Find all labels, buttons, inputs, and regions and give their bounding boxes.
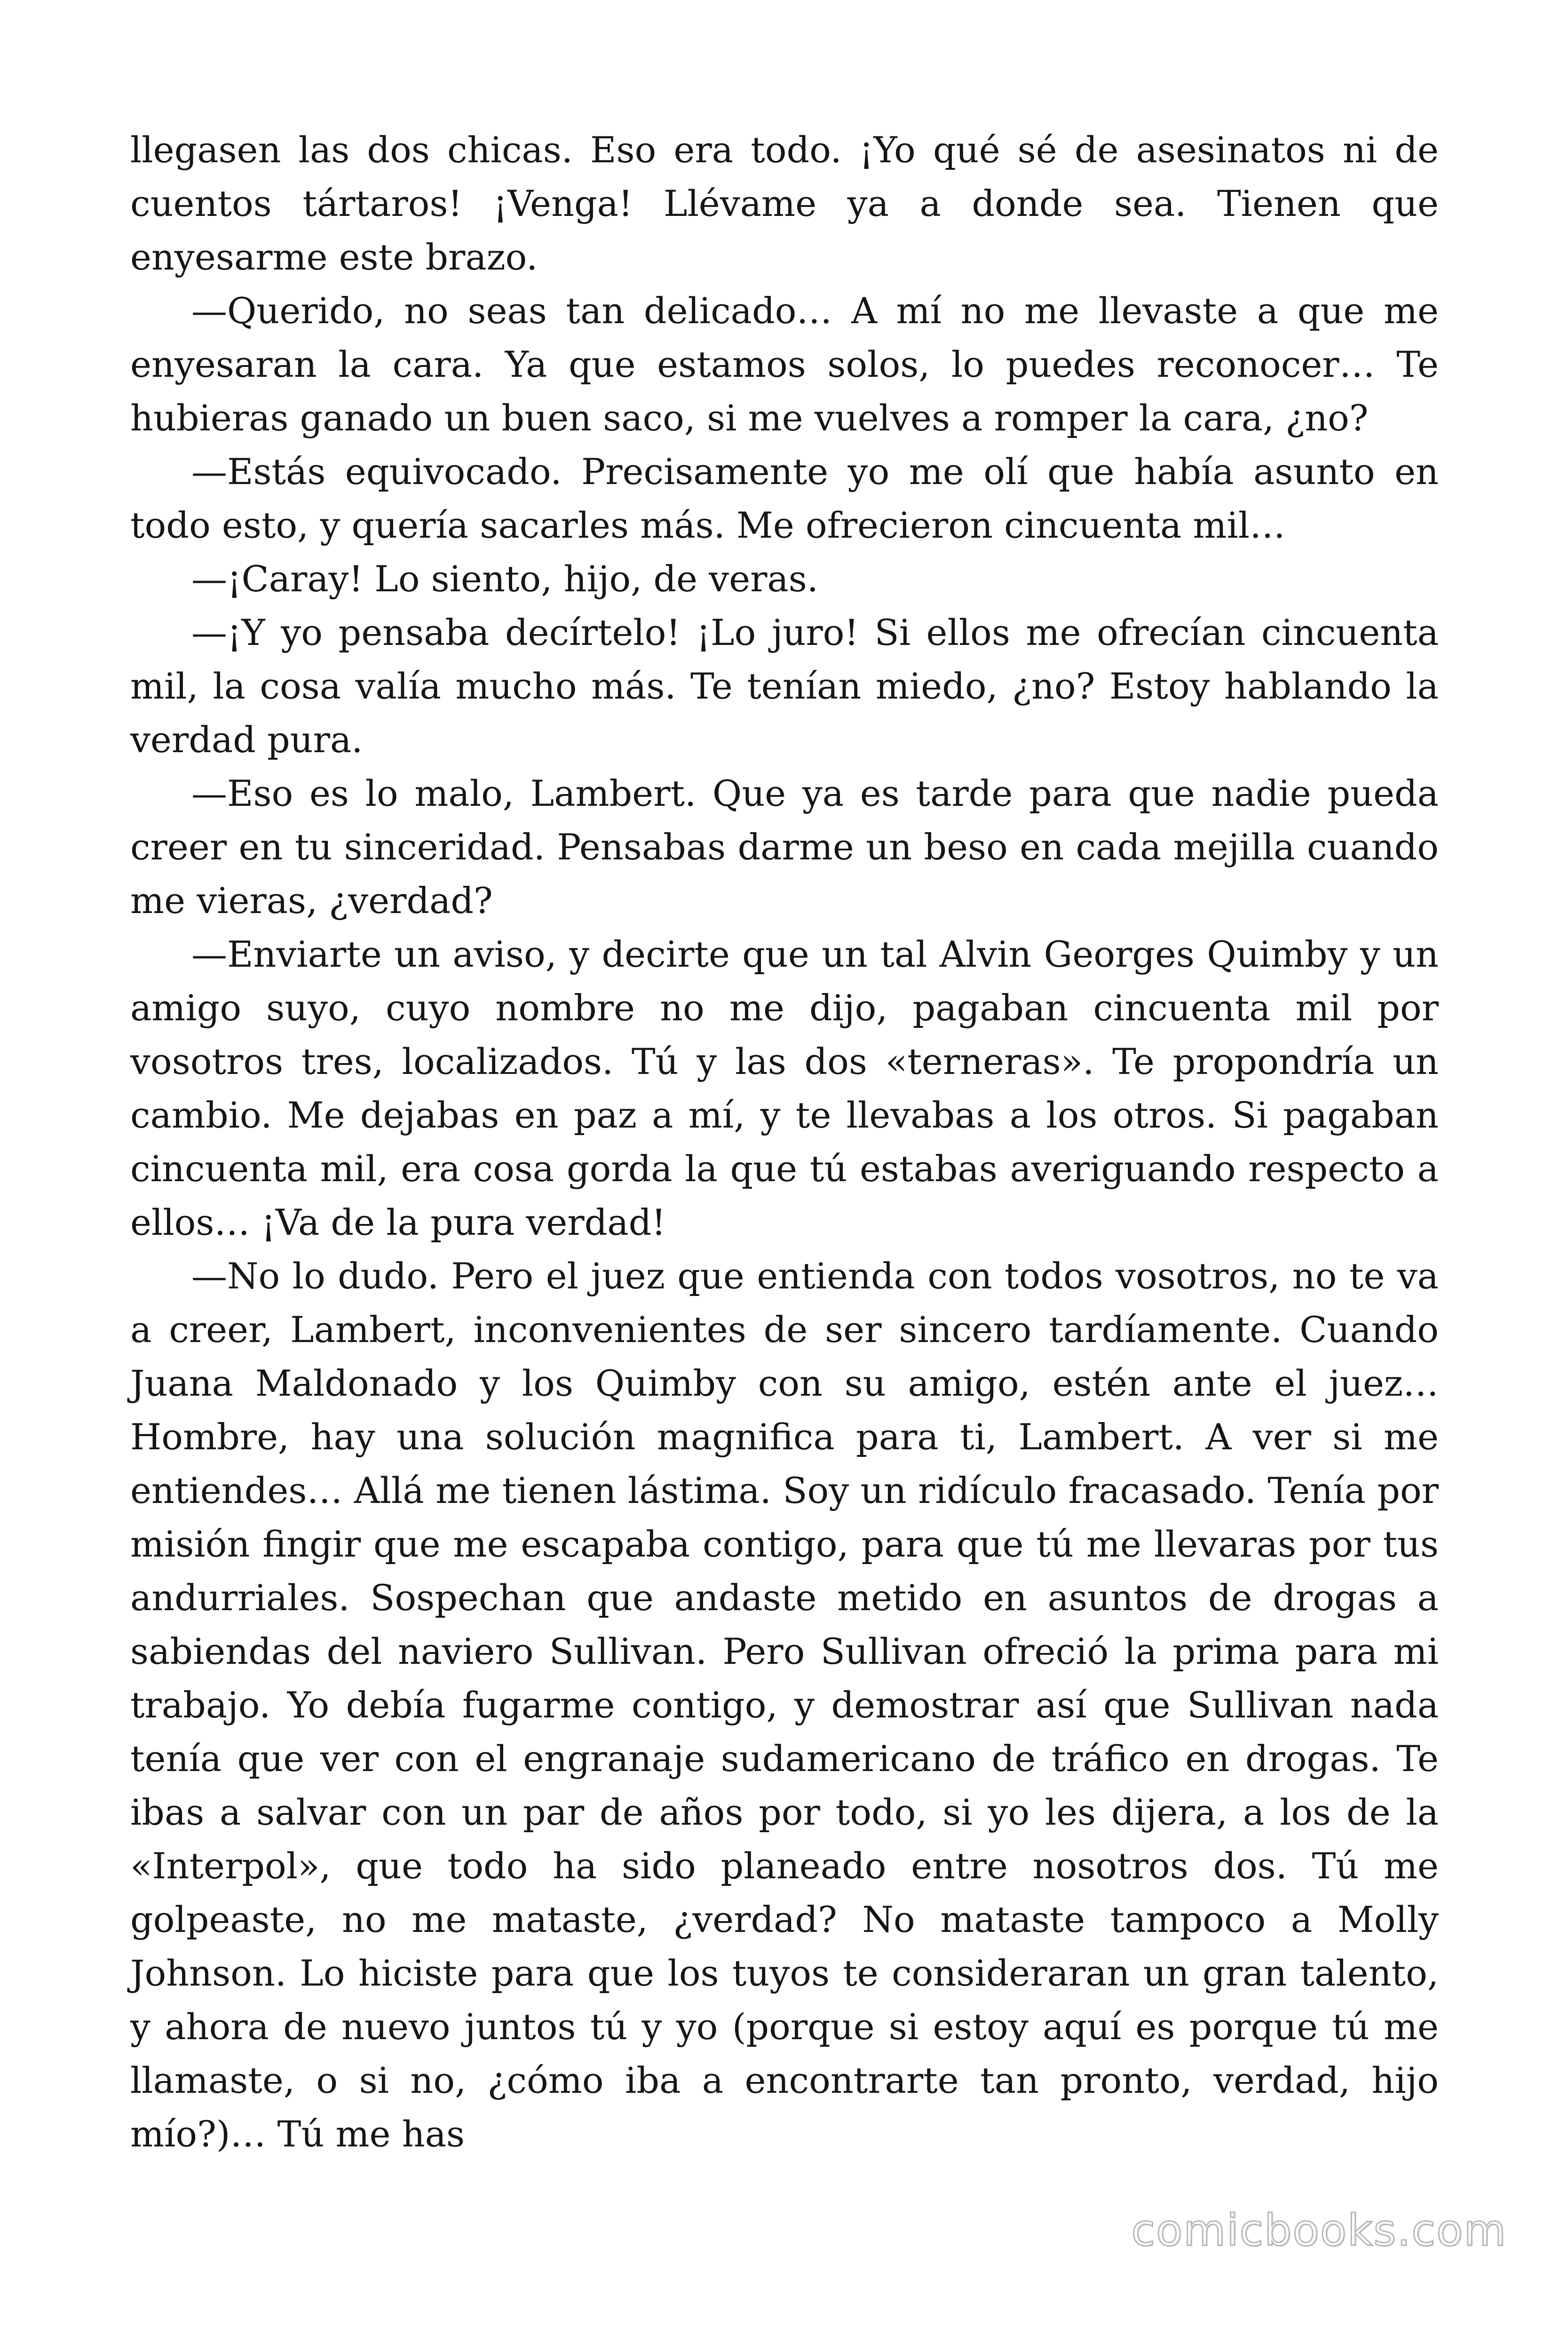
paragraph-8: —No lo dudo. Pero el juez que entienda con todos vosotros, no te va a creer, Lambert, inconvenientes de ser sincero tardíamente. Cuando Juana Maldonado y los Quimby con su amigo, estén ante el juez… Hombre, hay una solución magnifica para ti, Lambert. A ver si me entiendes… Allá me tienen lástima. Soy un ridículo fracasado. Tenía por misión fingir que me escapaba contigo, para que tú me llevaras por tus andurriales. Sospechan que andaste metido en asuntos de drogas a sabiendas del naviero Sullivan. Pero Sullivan ofreció la prima para mi trabajo. Yo debía fugarme contigo, y demostrar así que Sullivan nada tenía que ver con el engranaje sudamericano de tráfico en drogas. Te ibas a salvar con un par de años por todo, si yo les dijera, a los de la «Interpol», que todo ha sido planeado entre nosotros dos. Tú me golpeaste, no me mataste, ¿verdad? No mataste tampoco a Molly Johnson. Lo hiciste para que los tuyos te consideraran un gran talento, y ahora de nuevo juntos tú y yo (porque si estoy aquí es porque tú me llamaste, o si no, ¿cómo iba a encontrarte tan pronto, verdad, hijo mío?)… Tú me has [130,1255,1439,2155]
page-body [130,123,1439,2161]
paragraph-4: —¡Caray! Lo siento, hijo, de veras. [191,558,818,600]
paragraph-6: —Eso es lo malo, Lambert. Que ya es tarde para que nadie pueda creer en tu sinceridad. Pensabas darme un beso en cada mejilla cuando me vieras, ¿verdad? [130,772,1439,922]
paragraph-7: —Enviarte un aviso, y decirte que un tal Alvin Georges Quimby y un amigo suyo, cuyo nombre no me dijo, pagaban cincuenta mil por vosotros tres, localizados. Tú y las dos «terneras». Te propondría un cambio. Me dejabas en paz a mí, y te llevabas a los otros. Si pagaban cincuenta mil, era cosa gorda la que tú estabas averiguando respecto a ellos… ¡Va de la pura verdad! [130,933,1439,1243]
paragraph-3: —Estás equivocado. Precisamente yo me olí que había asunto en todo esto, y quería sacarles más. Me ofrecieron cincuenta mil… [130,451,1439,546]
watermark: comicbooks.com [1131,2205,1507,2256]
paragraph-1: llegasen las dos chicas. Eso era todo. ¡Yo qué sé de asesinatos ni de cuentos tártaros! ¡Venga! Llévame ya a donde sea. Tienen que enyesarme este brazo. [130,129,1439,278]
paragraph-2: —Querido, no seas tan delicado… A mí no me llevaste a que me enyesaran la cara. Ya que estamos solos, lo puedes reconocer… Te hubieras ganado un buen saco, si me vuelves a romper la cara, ¿no? [130,290,1439,439]
paragraph-5: —¡Y yo pensaba decírtelo! ¡Lo juro! Si ellos me ofrecían cincuenta mil, la cosa valía mucho más. Te tenían miedo, ¿no? Estoy hablando la verdad pura. [130,612,1439,761]
